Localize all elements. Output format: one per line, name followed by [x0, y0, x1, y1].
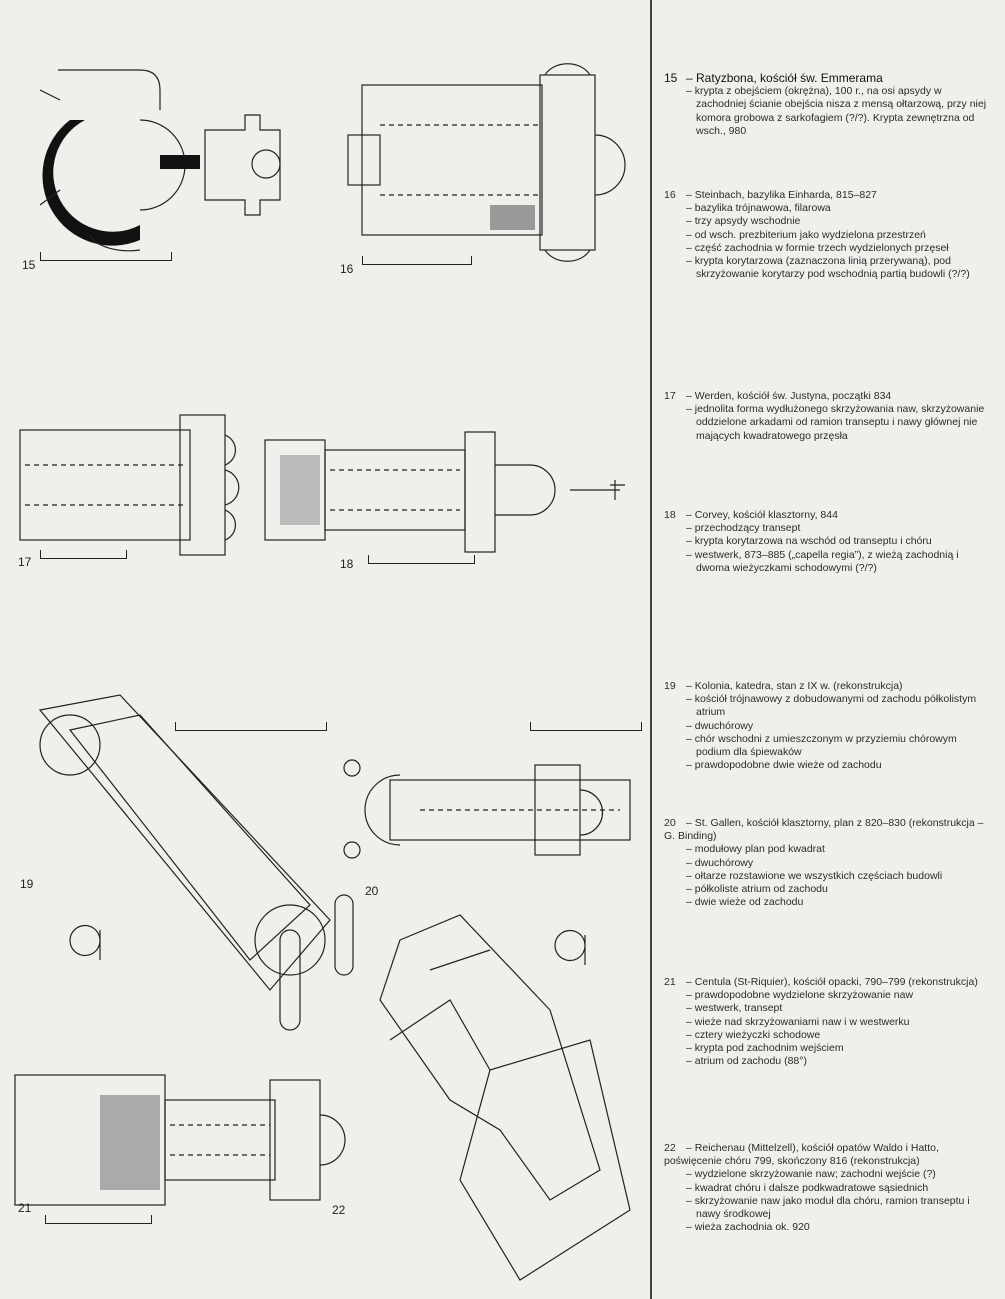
caption-item: – wydzielone skrzyżowanie naw; zachodni wejście (?) — [686, 1168, 990, 1181]
caption-16: 16 – Steinbach, bazylika Einharda, 815–827 – bazylika trójnawowa, filarowa – trzy apsydy wschodnie – od wsch. prezbiterium jako wydzielona przestrzeń – część zachodnia w formie trzech wydzielonych przęseł – krypta korytarzowa (zaznaczona linią przerywaną), pod skrzyżowanie korytarzy pod wschodnią partią budowli (?/?) — [664, 189, 990, 281]
scale-bar-16 — [362, 256, 472, 265]
caption-item: – część zachodnia w formie trzech wydzielonych przęseł — [686, 242, 990, 255]
caption-item: – przechodzący transept — [686, 522, 990, 535]
caption-number: 21 — [664, 976, 676, 988]
caption-item: – dwie wieże od zachodu — [686, 896, 990, 909]
caption-item: – krypta korytarzowa na wschód od transeptu i chóru — [686, 535, 990, 548]
caption-title: Centula (St-Riquier), kościół opacki, 790–799 (rekonstrukcja) — [694, 976, 978, 988]
caption-item: – dwuchórowy — [686, 857, 990, 870]
scale-bar-15 — [40, 252, 172, 261]
caption-item: – skrzyżowanie naw jako moduł dla chóru, ramion transeptu i nawy środkowej — [686, 1195, 990, 1221]
caption-item: – kościół trójnawowy z dobudowanymi od zachodu półkolistym atrium — [686, 693, 990, 719]
plan-19-drawing — [10, 690, 340, 1050]
figure-number-17: 17 — [18, 555, 32, 569]
scale-bar-19-a — [175, 722, 327, 731]
plan-15-drawing — [30, 60, 290, 260]
figure-number-21: 21 — [18, 1201, 32, 1215]
caption-title: Corvey, kościół klasztorny, 844 — [694, 509, 838, 521]
caption-item: – kwadrat chóru i dalsze podkwadratowe sąsiednich — [686, 1182, 990, 1195]
caption-item: – bazylika trójnawowa, filarowa — [686, 202, 990, 215]
caption-title: St. Gallen, kościół klasztorny, plan z 820–830 (rekonstrukcja – G. Binding) — [664, 817, 984, 843]
caption-18: 18 – Corvey, kościół klasztorny, 844 – przechodzący transept – krypta korytarzowa na wschód od transeptu i chóru – westwerk, 873–885 („capella regia”), z wieżą zachodnią i dwoma wieżyczkami schodowymi (?/?) — [664, 509, 990, 575]
caption-item: – jednolita forma wydłużonego skrzyżowania naw, skrzyżowanie oddzielone arkadami od ramion transeptu i nawy głównej nie mających kwadratowego przęsła — [686, 403, 990, 443]
caption-item: – westwerk, 873–885 („capella regia”), z wieżą zachodnią i dwoma wieżyczkami schodowymi (?/?) — [686, 549, 990, 575]
plan-20-drawing — [340, 750, 640, 870]
caption-item: – prawdopodobne dwie wieże od zachodu — [686, 759, 990, 772]
caption-item: – cztery wieżyczki schodowe — [686, 1029, 990, 1042]
caption-number: 20 — [664, 817, 676, 829]
caption-number: 15 — [664, 71, 678, 85]
caption-item: – dwuchórowy — [686, 720, 990, 733]
scale-bar-18 — [368, 555, 475, 564]
caption-item: – westwerk, transept — [686, 1002, 990, 1015]
plan-17-drawing — [15, 410, 255, 560]
plan-22-drawing — [340, 910, 650, 1290]
caption-number: 22 — [664, 1142, 676, 1154]
figure-number-18: 18 — [340, 557, 354, 571]
scale-bar-17 — [40, 550, 127, 559]
caption-item: – wieże nad skrzyżowaniami naw i w westwerku — [686, 1016, 990, 1029]
caption-title: Reichenau (Mittelzell), kościół opatów Waldo i Hatto, poświęcenie chóru 799, skończony 816 (rekonstrukcja) — [664, 1142, 939, 1168]
caption-title: Steinbach, bazylika Einharda, 815–827 — [694, 189, 877, 201]
caption-title: Kolonia, katedra, stan z IX w. (rekonstrukcja) — [694, 680, 903, 692]
plan-16-drawing — [340, 65, 640, 265]
caption-20: 20 – St. Gallen, kościół klasztorny, plan z 820–830 (rekonstrukcja – G. Binding) – modułowy plan pod kwadrat – dwuchórowy – ołtarze rozstawione we wszystkich częściach budowli – półkoliste atrium od zachodu – dwie wieże od zachodu — [664, 817, 990, 909]
caption-item: – chór wschodni z umieszczonym w przyziemiu chórowym podium dla śpiewaków — [686, 733, 990, 759]
caption-15: 15 – Ratyzbona, kościół św. Emmerama – krypta z obejściem (okrężna), 100 r., na osi apsydy w zachodniej ścianie obejścia nisza z mensą ołtarzową, przy niej komora grobowa z sarkofagiem (?/?). Krypta zewnętrzna od wsch., 980 — [664, 72, 990, 138]
caption-22: 22 – Reichenau (Mittelzell), kościół opatów Waldo i Hatto, poświęcenie chóru 799, skończony 816 (rekonstrukcja) – wydzielone skrzyżowanie naw; zachodni wejście (?) – kwadrat chóru i dalsze podkwadratowe sąsiednich – skrzyżowanie naw jako moduł dla chóru, ramion transeptu i nawy środkowej – wieża zachodnia ok. 920 — [664, 1142, 990, 1234]
caption-item: – ołtarze rozstawione we wszystkich częściach budowli — [686, 870, 990, 883]
caption-item: – od wsch. prezbiterium jako wydzielona przestrzeń — [686, 229, 990, 242]
scale-bar-20 — [530, 722, 642, 731]
figure-number-20: 20 — [365, 884, 379, 898]
caption-21: 21 – Centula (St-Riquier), kościół opacki, 790–799 (rekonstrukcja) – prawdopodobne wydzielone skrzyżowanie naw – westwerk, transept – wieże nad skrzyżowaniami naw i w westwerku – cztery wieżyczki schodowe – krypta pod zachodnim wejściem – atrium od zachodu (88°) — [664, 976, 990, 1068]
caption-number: 19 — [664, 680, 676, 692]
figure-number-19: 19 — [20, 877, 34, 891]
caption-number: 16 — [664, 189, 676, 201]
caption-item: – krypta z obejściem (okrężna), 100 r., na osi apsydy w zachodniej ścianie obejścia nisza z mensą ołtarzową, przy niej komora grobowa z sarkofagiem (?/?). Krypta zewnętrzna od wsch., 980 — [686, 85, 990, 138]
figure-number-16: 16 — [340, 262, 354, 276]
caption-item: – prawdopodobne wydzielone skrzyżowanie naw — [686, 989, 990, 1002]
figure-number-22: 22 — [332, 1203, 346, 1217]
caption-19: 19 – Kolonia, katedra, stan z IX w. (rekonstrukcja) – kościół trójnawowy z dobudowanymi od zachodu półkolistym atrium – dwuchórowy – chór wschodni z umieszczonym w przyziemiu chórowym podium dla śpiewaków – prawdopodobne dwie wieże od zachodu — [664, 680, 990, 772]
caption-title: Ratyzbona, kościół św. Emmerama — [696, 71, 883, 85]
caption-title: Werden, kościół św. Justyna, początki 834 — [694, 390, 892, 402]
column-divider — [650, 0, 652, 1299]
caption-item: – modułowy plan pod kwadrat — [686, 843, 990, 856]
caption-number: 18 — [664, 509, 676, 521]
caption-item: – półkoliste atrium od zachodu — [686, 883, 990, 896]
caption-item: – atrium od zachodu (88°) — [686, 1055, 990, 1068]
caption-item: – krypta pod zachodnim wejściem — [686, 1042, 990, 1055]
plan-21-drawing — [10, 1070, 380, 1210]
figure-number-15: 15 — [22, 258, 36, 272]
caption-item: – trzy apsydy wschodnie — [686, 215, 990, 228]
plan-18-drawing — [250, 430, 650, 560]
caption-number: 17 — [664, 390, 676, 402]
caption-item: – krypta korytarzowa (zaznaczona linią przerywaną), pod skrzyżowanie korytarzy pod wschodnią partią budowli (?/?) — [686, 255, 990, 281]
scale-bar-21 — [45, 1215, 152, 1224]
caption-17: 17 – Werden, kościół św. Justyna, początki 834 – jednolita forma wydłużonego skrzyżowania naw, skrzyżowanie oddzielone arkadami od ramion transeptu i nawy głównej nie mających kwadratowego przęsła — [664, 390, 990, 443]
caption-item: – wieża zachodnia ok. 920 — [686, 1221, 990, 1234]
